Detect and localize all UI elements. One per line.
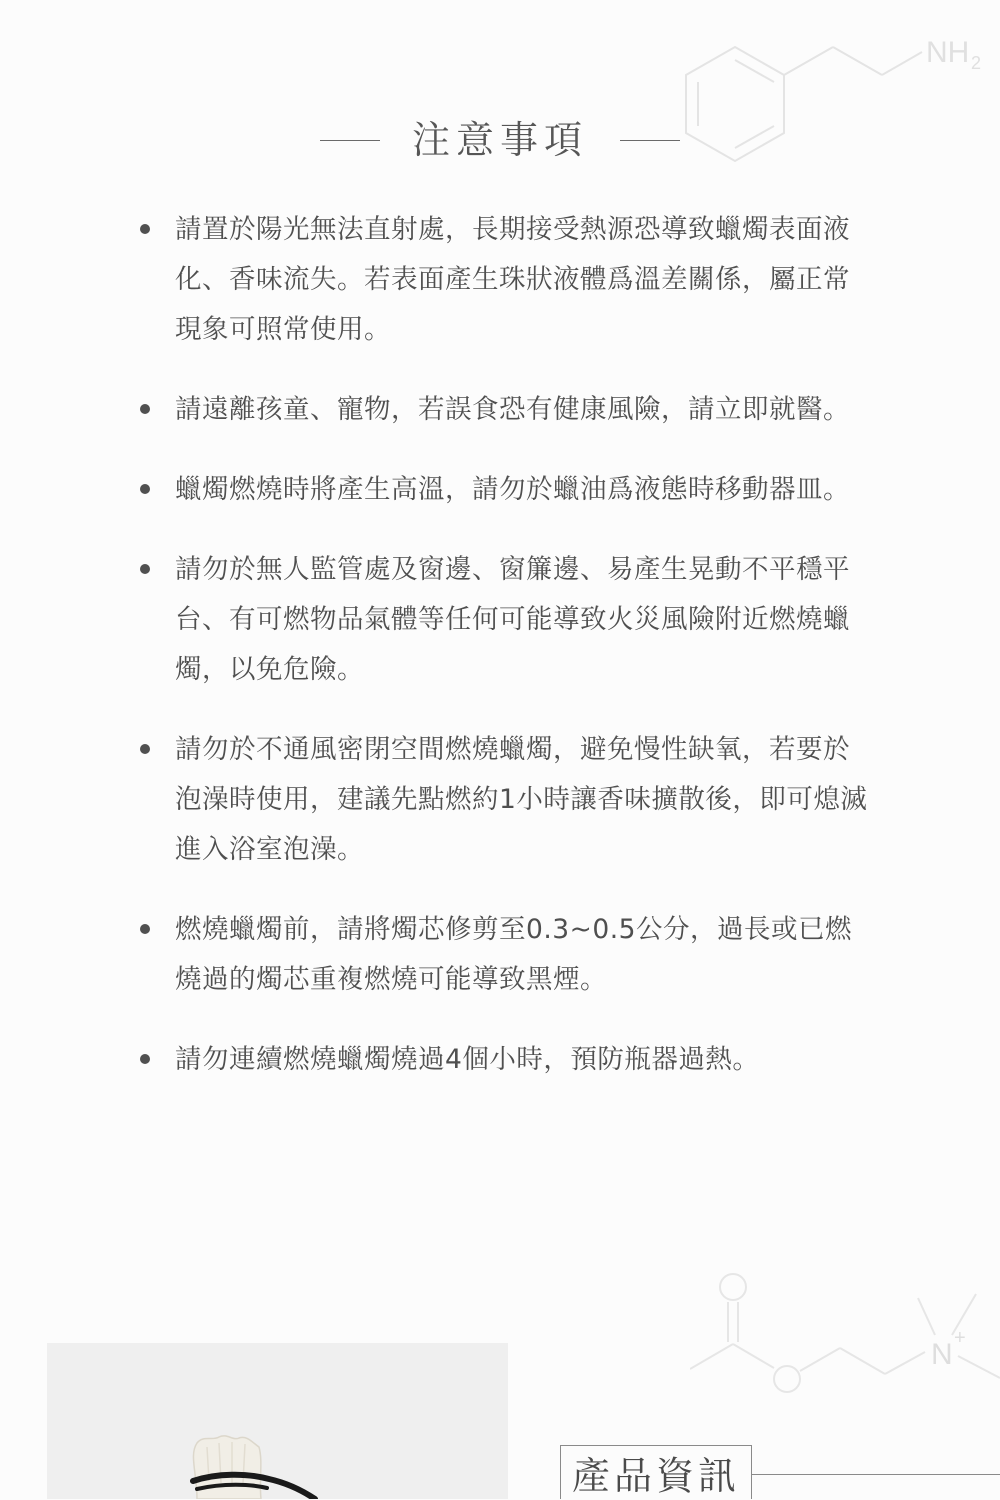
product-info-tab[interactable]: 產品資訊 bbox=[560, 1445, 752, 1499]
list-item bbox=[135, 905, 870, 1005]
bullet-icon bbox=[140, 404, 150, 414]
list-item-text: 請置於陽光無法直射處，長期接受熱源恐導致蠟燭表面液化、香味流失。若表面產生珠狀液體爲溫差關係，屬正常現象可照常使用。 bbox=[175, 214, 850, 345]
list-item-text: 蠟燭燃燒時將產生高溫，請勿於蠟油爲液態時移動器皿。 bbox=[175, 474, 850, 505]
list-item bbox=[135, 465, 870, 515]
list-item bbox=[135, 385, 870, 435]
molecule-charge-label: + bbox=[954, 1327, 966, 1349]
precautions-list bbox=[135, 205, 870, 1115]
list-item-text: 燃燒蠟燭前，請將燭芯修剪至0.3~0.5公分，過長或已燃燒過的燭芯重複燃燒可能導致黑煙。 bbox=[175, 914, 852, 995]
bullet-icon bbox=[140, 924, 150, 934]
list-item-text: 請遠離孩童、寵物，若誤食恐有健康風險，請立即就醫。 bbox=[175, 394, 850, 425]
notice-heading bbox=[0, 112, 1000, 168]
product-photo bbox=[47, 1343, 508, 1499]
bullet-icon bbox=[140, 1054, 150, 1064]
molecule-amine-label: NH bbox=[926, 36, 970, 69]
list-item-text: 請勿於不通風密閉空間燃燒蠟燭，避免慢性缺氧，若要於泡澡時使用，建議先點燃約1小時讓香味擴散後，即可熄滅進入浴室泡澡。 bbox=[175, 734, 868, 865]
bullet-icon bbox=[140, 224, 150, 234]
molecule-decoration-bottom bbox=[690, 1260, 1000, 1410]
list-item bbox=[135, 545, 870, 695]
list-item bbox=[135, 1035, 870, 1085]
list-item-text: 請勿於無人監管處及窗邊、窗簾邊、易產生晃動不平穩平台、有可燃物品氣體等任何可能導致火災風險附近燃燒蠟燭，以免危險。 bbox=[175, 554, 850, 685]
molecule-amine-subscript: 2 bbox=[971, 53, 982, 73]
list-item bbox=[135, 725, 870, 875]
product-info-divider bbox=[752, 1474, 1000, 1475]
molecule-nitrogen-label: N bbox=[931, 1338, 953, 1371]
heading-rule-right bbox=[620, 140, 680, 141]
list-item bbox=[135, 205, 870, 355]
page-title: 注意事項 bbox=[411, 118, 588, 162]
bullet-icon bbox=[140, 484, 150, 494]
heading-rule-left bbox=[320, 140, 380, 141]
list-item-text: 請勿連續燃燒蠟燭燒過4個小時，預防瓶器過熱。 bbox=[175, 1044, 760, 1075]
bullet-icon bbox=[140, 564, 150, 574]
bullet-icon bbox=[140, 744, 150, 754]
